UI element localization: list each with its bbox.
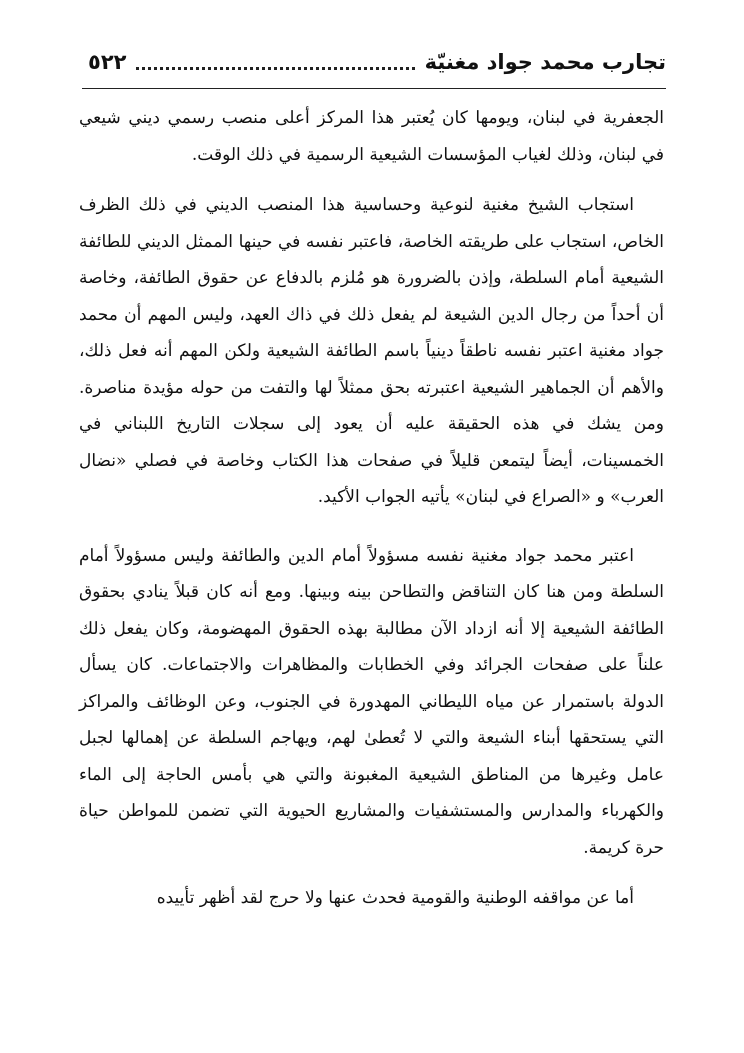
page-number: ٥٢٢ [88,50,127,74]
leader-dots [136,67,414,70]
page-body [79,100,664,917]
running-head [88,42,666,82]
paragraph-national-positions: أما عن مواقفه الوطنية والقومية فحدث عنها ولا حرج لقد أظهر تأييده [156,888,634,908]
header-rule [82,88,666,89]
paragraph-responsibility: اعتبر محمد جواد مغنية نفسه مسؤولاً أمام الدين والطائفة وليس مسؤولاً أمام السلطة ومن هنا كان التناقض والتطاحن بينه وبينها. ومع أنه كان قبلاً ينادي بحقوق الطائفة الشيعية إلا أنه ازداد الآن مطالبة بهذه الحقوق المهضومة، وكان يفعل ذلك علناً على صفحات الجرائد وفي الخطابات والمظاهرات والاجتماعات. كان يسأل الدولة باستمرار عن مياه الليطاني المهدورة في الجنوب، وعن الوظائف والمراكز التي يستحقها أبناء الشيعة والتي لا تُعطىٰ لهم، ويهاجم السلطة عن إهمالها لجبل عامل وغيرها من المناطق الشيعية المغبونة والتي هي بأمس الحاجة إلى الماء والكهرباء والمدارس والمستشفيات والمشاريع الحيوية التي تضمن للمواطن حياة حرة كريمة. [79,545,664,858]
paragraph-continued: الجعفرية في لبنان، ويومها كان يُعتبر هذا المركز أعلى منصب رسمي ديني شيعي في لبنان، وذلك لغياب المؤسسات الشيعية الرسمية في ذلك الوقت. [79,108,664,165]
paragraph-sheikh-response: استجاب الشيخ مغنية لنوعية وحساسية هذا المنصب الديني في ذلك الظرف الخاص، استجاب على طريقته الخاصة، فاعتبر نفسه في حينها الممثل الديني للطائفة الشيعية أمام السلطة، وإذن بالضرورة هو مُلزم بالدفاع عن حقوق الطائفة، وخاصة أن أحداً من رجال الدين الشيعة لم يفعل ذلك في ذاك العهد، وليس المهم أن محمد جواد مغنية اعتبر نفسه ناطقاً دينياً باسم الطائفة الشيعية ولكن المهم أنه فعل ذلك، والأهم أن الجماهير الشيعية اعتبرته بحق ممثلاً لها والتفت من حوله مؤيدة مناصرة. ومن يشك في هذه الحقيقة عليه أن يعود إلى سجلات التاريخ اللبناني في الخمسينات، أيضاً ليتمعن قليلاً في صفحات هذا الكتاب وخاصة في فصلي «نضال العرب» و «الصراع في لبنان» يأتيه الجواب الأكيد. [79,195,664,507]
book-title: تجارب محمد جواد مغنيّة [424,50,666,74]
